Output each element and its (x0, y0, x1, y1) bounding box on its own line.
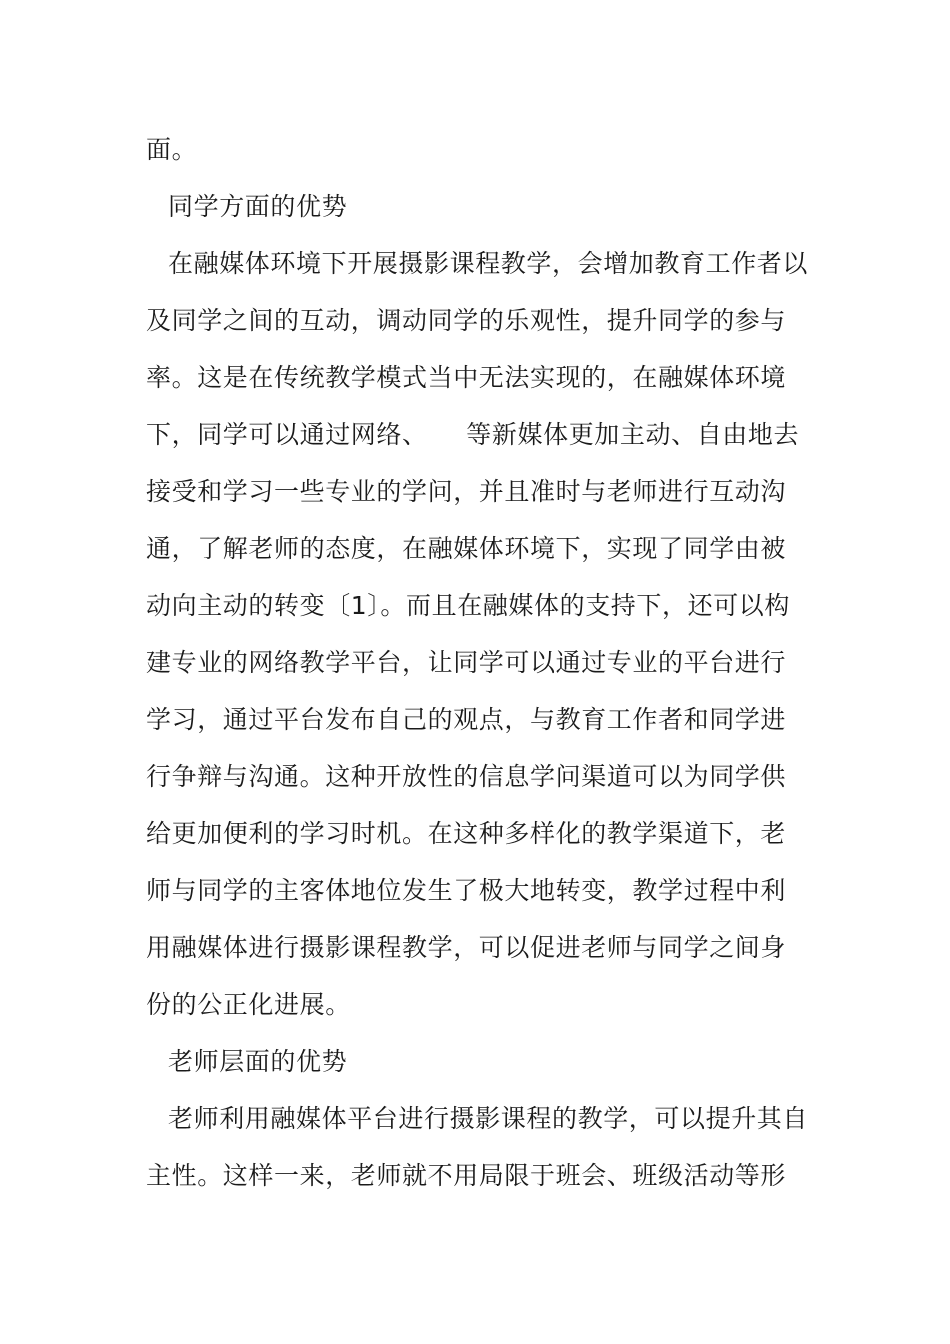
paragraph-line: 在融媒体环境下开展摄影课程教学，会增加教育工作者以 (168, 249, 809, 278)
paragraph-line: 通，了解老师的态度，在融媒体环境下，实现了同学由被 (146, 534, 787, 563)
paragraph-line: 主性。这样一来，老师就不用局限于班会、班级活动等形 (146, 1161, 787, 1190)
paragraph-line: 师与同学的主客体地位发生了极大地转变，教学过程中利 (146, 876, 787, 905)
section-heading-teacher-advantages: 老师层面的优势 (168, 1047, 348, 1076)
paragraph-line: 给更加便利的学习时机。在这种多样化的教学渠道下，老 (146, 819, 787, 848)
paragraph-line: 率。这是在传统教学模式当中无法实现的，在融媒体环境 (146, 363, 787, 392)
paragraph-line: 动向主动的转变〔1〕。而且在融媒体的支持下，还可以构 (146, 591, 791, 620)
paragraph-line: 接受和学习一些专业的学问，并且准时与老师进行互动沟 (146, 477, 787, 506)
section-heading-student-advantages: 同学方面的优势 (168, 192, 348, 221)
paragraph-line: 用融媒体进行摄影课程教学，可以促进老师与同学之间身 (146, 933, 787, 962)
paragraph-line: 及同学之间的互动，调动同学的乐观性，提升同学的参与 (146, 306, 787, 335)
paragraph-line: 下，同学可以通过网络、 等新媒体更加主动、自由地去 (146, 420, 800, 449)
paragraph-line: 行争辩与沟通。这种开放性的信息学问渠道可以为同学供 (146, 762, 787, 791)
paragraph-line: 建专业的网络教学平台，让同学可以通过专业的平台进行 (146, 648, 787, 677)
paragraph-line: 学习，通过平台发布自己的观点，与教育工作者和同学进 (146, 705, 787, 734)
paragraph-line: 老师利用融媒体平台进行摄影课程的教学，可以提升其自 (168, 1104, 809, 1133)
paragraph-continuation-line: 面。 (146, 135, 198, 164)
paragraph-line: 份的公正化进展。 (146, 990, 351, 1019)
